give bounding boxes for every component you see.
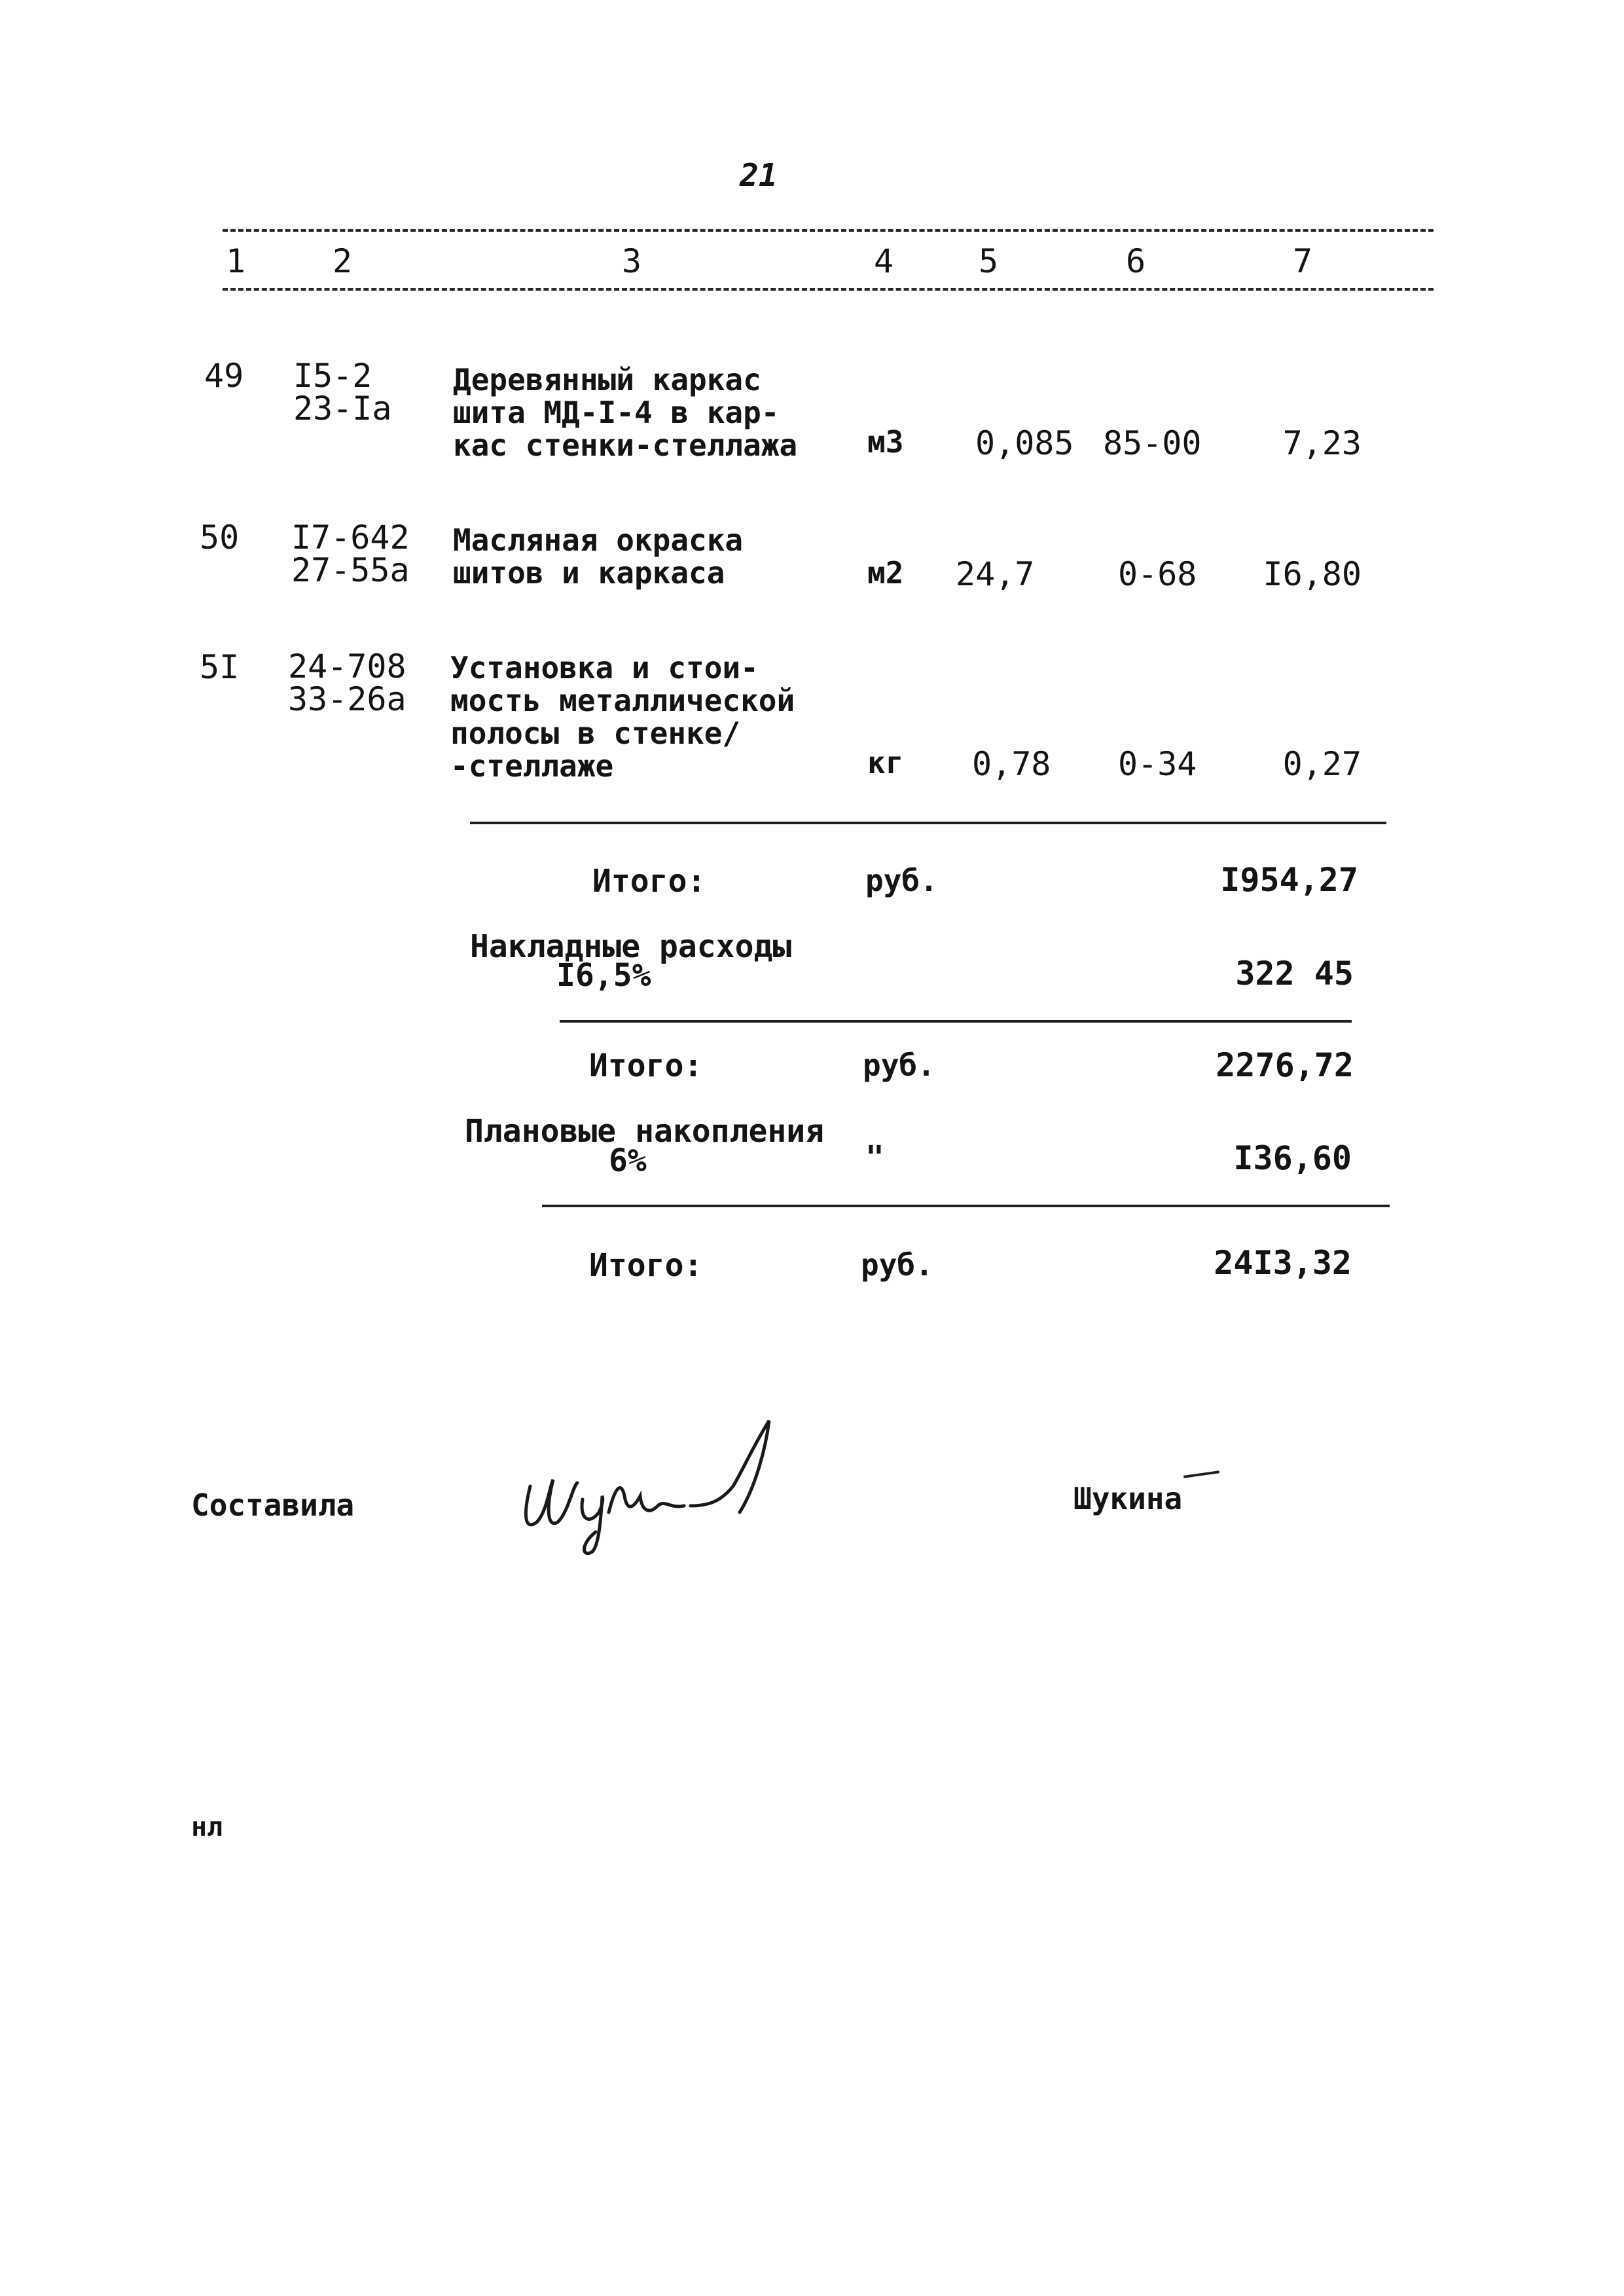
savings-label: Плановые накопления xyxy=(465,1113,825,1150)
signatory-name: Шукина xyxy=(1074,1481,1183,1516)
row-desc-line: Деревянный каркас xyxy=(453,362,761,397)
subtotal-rule xyxy=(542,1205,1390,1207)
row-total: I6,80 xyxy=(1263,555,1362,593)
row-number: 49 xyxy=(204,357,244,395)
overhead-percent: I6,5% xyxy=(556,957,651,994)
row-price: 0-34 xyxy=(1118,745,1197,783)
page-number: 21 xyxy=(740,157,778,194)
total-label: Итого: xyxy=(592,863,706,900)
row-unit: м3 xyxy=(867,424,904,460)
total-label: Итого: xyxy=(589,1048,703,1084)
col-header-5: 5 xyxy=(979,242,999,280)
subtotal-rule xyxy=(560,1020,1352,1023)
row-price: 0-68 xyxy=(1118,555,1197,593)
row-code-1: I7-642 xyxy=(291,519,410,556)
signature-label: Составила xyxy=(191,1487,355,1523)
total-label: Итого: xyxy=(589,1247,703,1284)
row-desc-line: шита МД-I-4 в кар- xyxy=(453,395,780,430)
col-header-3: 3 xyxy=(622,242,642,280)
overhead-label: Накладные расходы xyxy=(470,928,792,965)
row-number: 50 xyxy=(200,519,240,556)
row-code-2: 33-26а xyxy=(288,680,406,718)
row-desc-line: полосы в стенке/ xyxy=(450,716,741,751)
row-desc-line: мость металлической xyxy=(450,683,795,718)
total-unit: руб. xyxy=(865,863,938,898)
row-qty: 24,7 xyxy=(956,555,1035,593)
row-desc-line: кас стенки-стеллажа xyxy=(453,428,798,463)
handwritten-signature xyxy=(517,1408,792,1558)
row-unit: м2 xyxy=(867,555,904,591)
total-value: I954,27 xyxy=(1220,861,1358,899)
total-value: 2276,72 xyxy=(1216,1046,1354,1084)
header-bottom-rule xyxy=(223,288,1434,291)
row-total: 0,27 xyxy=(1282,745,1362,783)
row-qty: 0,78 xyxy=(972,745,1051,783)
overhead-value: 322 45 xyxy=(1235,955,1354,993)
row-desc-line: -стеллаже xyxy=(450,748,614,784)
row-price: 85-00 xyxy=(1103,424,1202,462)
row-desc-line: Масляная окраска xyxy=(453,522,744,558)
total-unit: руб. xyxy=(863,1048,935,1083)
row-desc-line: Установка и стои- xyxy=(450,650,759,685)
row-code-1: 24-708 xyxy=(288,647,406,685)
footer-mark: нл xyxy=(191,1812,223,1842)
col-header-6: 6 xyxy=(1126,242,1146,280)
header-top-rule xyxy=(223,229,1434,232)
name-accent-stroke xyxy=(1183,1470,1219,1478)
col-header-2: 2 xyxy=(333,242,353,280)
total-unit: руб. xyxy=(861,1247,933,1283)
row-code-2: 23-Ia xyxy=(293,390,392,428)
col-header-7: 7 xyxy=(1293,242,1313,280)
subtotal-rule xyxy=(470,822,1386,824)
savings-percent: 6% xyxy=(609,1142,647,1179)
savings-value: I36,60 xyxy=(1233,1139,1352,1177)
col-header-1: 1 xyxy=(226,242,246,280)
col-header-4: 4 xyxy=(874,242,894,280)
row-desc-line: шитов и каркаса xyxy=(453,555,725,591)
row-code-2: 27-55а xyxy=(291,551,410,589)
row-number: 5I xyxy=(200,648,240,686)
savings-unit: " xyxy=(865,1139,884,1176)
row-qty: 0,085 xyxy=(975,424,1074,462)
row-code-1: I5-2 xyxy=(293,357,372,395)
total-value: 24I3,32 xyxy=(1214,1244,1352,1282)
row-total: 7,23 xyxy=(1282,424,1362,462)
row-unit: кг xyxy=(867,745,904,780)
